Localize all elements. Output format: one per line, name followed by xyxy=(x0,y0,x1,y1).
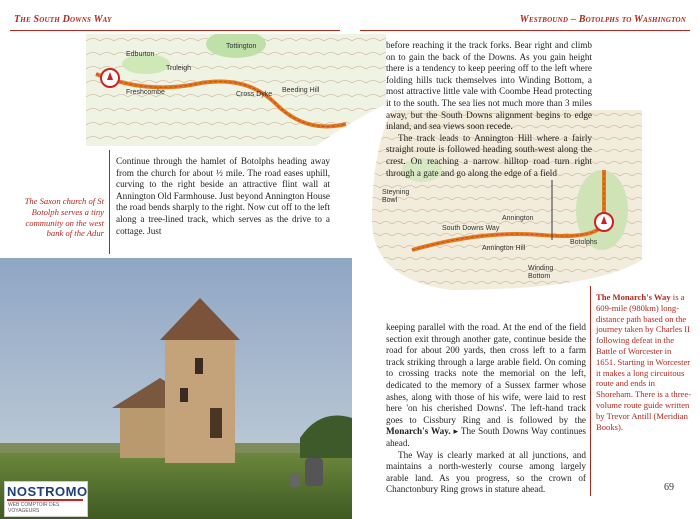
text-column-left xyxy=(116,156,330,237)
church-photo xyxy=(0,258,352,519)
map-label: Winding xyxy=(528,265,554,272)
text-run: ▸ The South Downs Way continues ahead. xyxy=(386,426,586,448)
map-label: Beeding Hill xyxy=(282,87,320,94)
watermark-logo xyxy=(4,481,88,517)
logo-text: NOSTROMO xyxy=(7,484,88,499)
map-label: Annington xyxy=(502,215,534,222)
map-label: Bottom xyxy=(528,273,551,280)
text-run-bold: Monarch's Way. xyxy=(386,426,451,437)
photo-caption: The Saxon church of St Botolph serves a tiny community on the west bank of the Adur xyxy=(24,196,104,239)
page-number: 69 xyxy=(664,482,674,493)
sidebar-heading: The Monarch's Way xyxy=(596,292,671,302)
paragraph: Continue through the hamlet of Botolphs heading away from the church for about ½ mile. The road eases uphill, curving to the right beside an attractive flint wall at Annington Old Farmhouse. Just beyond Annington House the road bends sharply to the right. Now cut off to the left along a tree-lined track, which serves as the drive to a cottage. Just xyxy=(116,156,330,236)
map-label: Truleigh xyxy=(166,65,192,72)
paragraph: The track leads to Annington Hill where a fairly straight route is followed heading south-west along the crest. On reaching a narrow hilltop road turn right through a gate and go along the edge of a field xyxy=(386,132,592,178)
text-column-right-top xyxy=(386,40,592,179)
map-label: Botolphs xyxy=(570,239,598,246)
map-label: South Downs Way xyxy=(442,225,500,232)
map-label: Edburton xyxy=(126,51,155,58)
paragraph: before reaching it the track forks. Bear right and climb on to gain the back of the Downs. As you gain height there is a tendency to keep peering off to the left where folding hills tuck themselves into Winding Bottom, a most attractive little vale with Coombe Head protecting it to the south. The sea lies not much more than 3 miles away, but the South Downs alignment begins to edge inland, and sea views soon recede. xyxy=(386,40,592,132)
text-run: keeping parallel with the road. At the end of the field section exit through another gate, continue beside the road for about 200 yards, then cross left to a farm track striking through a large arable field. On coming to crossing tracks note the memorial on the left, dedicated to the memory of a Sussex farmer whose ashes, along with those of his wife, were laid to rest here 'on his cherished Downs'. The left-hand track goes to Cissbury Ring and is followed by the xyxy=(386,322,586,425)
logo-tagline: WEB COMPTOIR DES VOYAGEURS xyxy=(8,502,60,514)
map-label: Freshcombe xyxy=(126,89,165,96)
column-rule-left xyxy=(109,150,110,254)
paragraph: The Way is clearly marked at all junctions, and maintains a north-westerly course among largely arable land. As you progress, so the crown of Chanctonbury Ring grows in stature ahead. xyxy=(386,449,586,495)
sidebar-body: is a 609-mile (980km) long-distance path based on the journey taken by Charles II following defeat in the Battle of Worcester in 1651. Starting in Worcester it makes a long circuitous route and ends in Shoreham. There is a three-volume route guide written by Trevor Antill (Meridian Books). xyxy=(596,292,692,432)
map-label: Annington Hill xyxy=(482,245,526,252)
header-rule-left xyxy=(10,30,340,31)
running-head-left: The South Downs Way xyxy=(14,14,112,25)
column-rule-right xyxy=(590,286,591,496)
logo-bar xyxy=(7,499,83,501)
running-head-right: Westbound – Botolphs to Washington xyxy=(519,14,686,25)
map-label: Cross Dyke xyxy=(236,91,273,98)
map-label: Tottington xyxy=(226,43,257,50)
sidebar-note xyxy=(596,292,692,432)
paragraph xyxy=(386,322,586,450)
header-rule-right xyxy=(360,30,690,31)
map-label: Steyning xyxy=(382,189,410,196)
map-label: Bowl xyxy=(382,197,398,204)
text-column-right-bottom xyxy=(386,322,586,496)
